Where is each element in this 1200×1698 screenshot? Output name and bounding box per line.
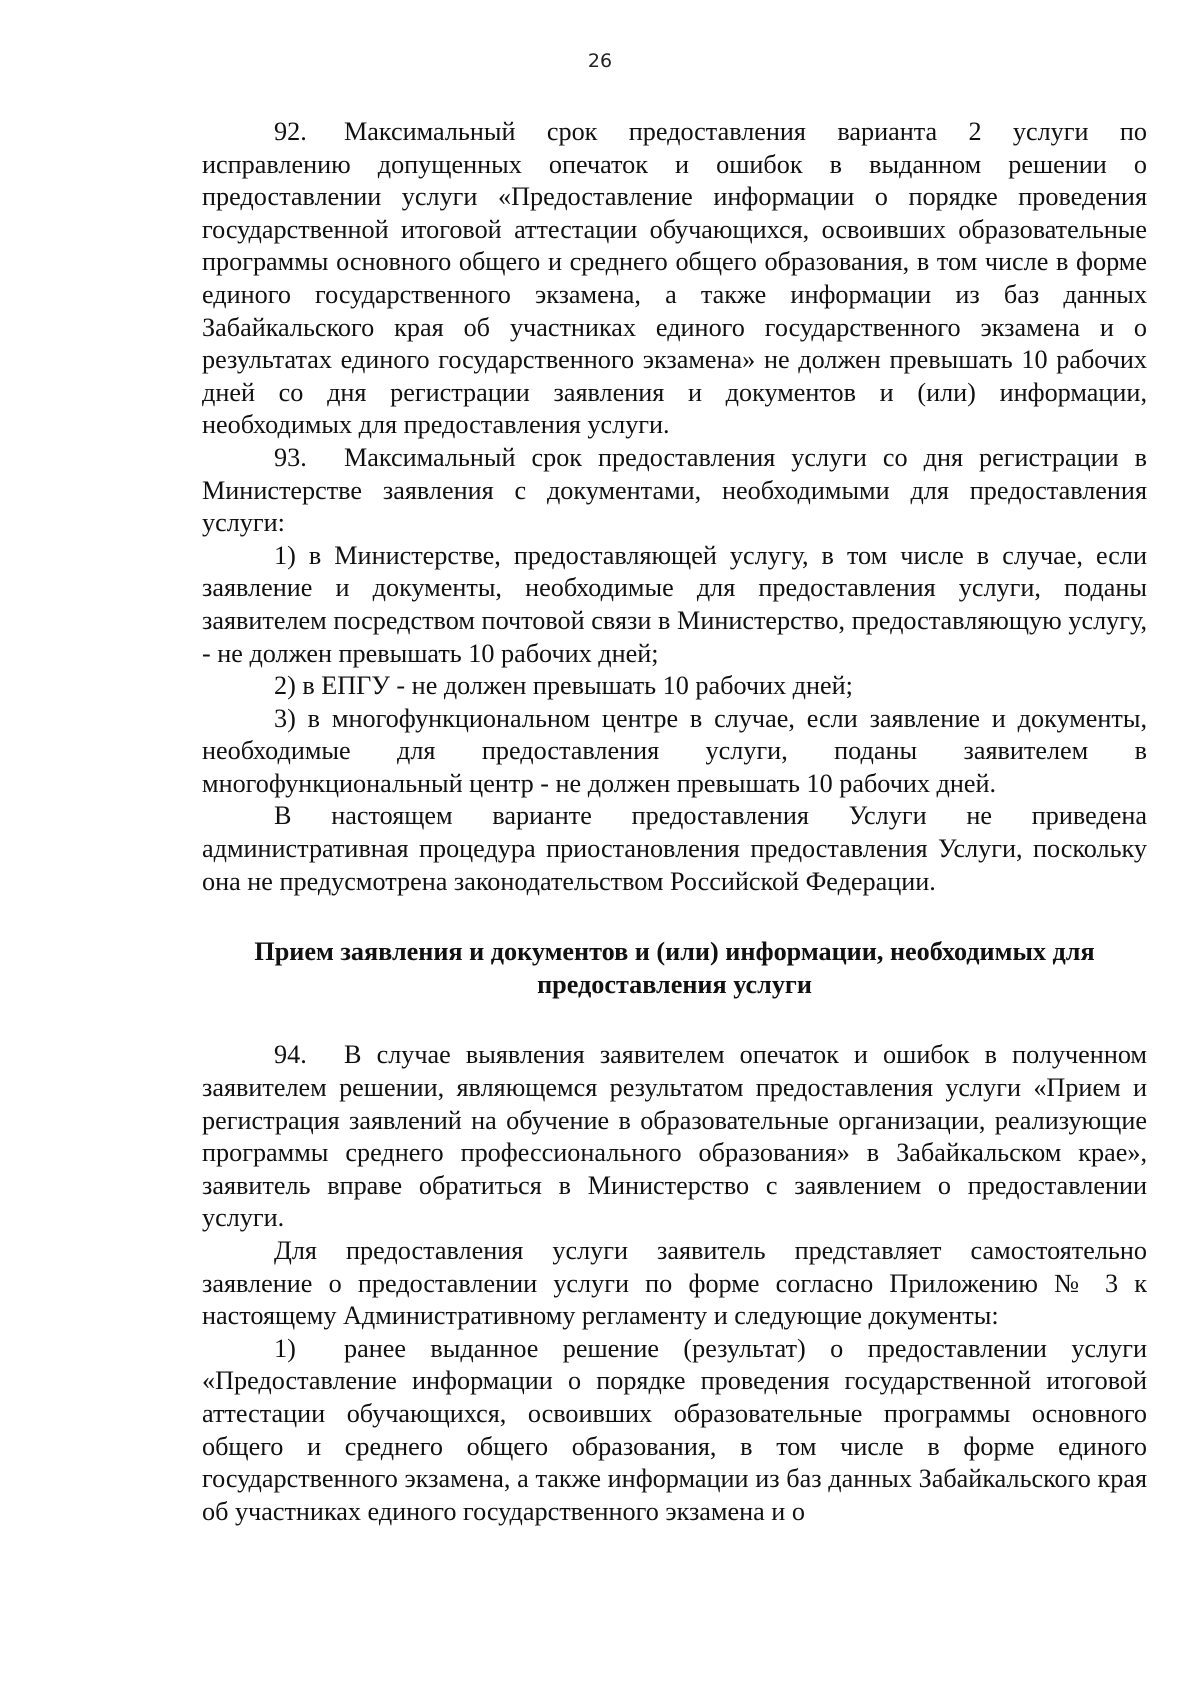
list-item-93-2: 2) в ЕПГУ - не должен превышать 10 рабочих дней;: [274, 671, 853, 701]
document-body: [202, 116, 1147, 1528]
paragraph-number: 93.: [274, 442, 307, 472]
list-item-93-3: 3) в многофункциональном центре в случае, если заявление и документы, необходимые для предоставления услуги, поданы заявителем в многофункциональный центр - не должен превышать 10 рабочих дней.: [202, 703, 1147, 798]
list-item-number: 1): [274, 1333, 296, 1363]
section-heading-line: Прием заявления и документов и (или) информации, необходимых для: [254, 937, 1095, 967]
list-item-94-1: [202, 1333, 1147, 1529]
paragraph-93: [202, 442, 1147, 540]
page-number: 26: [587, 50, 613, 72]
list-item-text: ранее выданное решение (результат) о предоставлении услуги «Предоставление информации о порядке проведения государственной итоговой аттестации обучающихся, освоивших образовательные программы основного общего и среднего общего образования, в том числе в форме единого государственного экзамена, а также информации из баз данных Забайкальского края об участниках единого государственного экзамена и о: [202, 1333, 1147, 1526]
paragraph-number: 92.: [274, 117, 307, 146]
list-item-93-1: 1) в Министерстве, предоставляющей услугу, в том числе в случае, если заявление и документы, необходимые для предоставления услуги, поданы заявителем посредством почтовой связи в Министерство, предоставляющую услугу, - не должен превышать 10 рабочих дней;: [202, 540, 1147, 668]
paragraph-92: [202, 116, 1147, 442]
paragraph-text: Максимальный срок предоставления услуги со дня регистрации в Министерстве заявления с документами, необходимыми для предоставления услуги:: [202, 442, 1147, 538]
section-heading-line: предоставления услуги: [537, 969, 812, 999]
paragraph-suspension: В настоящем варианте предоставления Услуги не приведена административная процедура приостановления предоставления Услуги, поскольку она не предусмотрена законодательством Российской Федерации.: [202, 801, 1147, 896]
paragraph-text: Максимальный срок предоставления варианта 2 услуги по исправлению допущенных опечаток и ошибок в выданном решении о предоставлении услуги «Предоставление информации о порядке проведения государственной итоговой аттестации обучающихся, освоивших образовательные программы основного общего и среднего общего образования, в том числе в форме единого государственного экзамена, а также информации из баз данных Забайкальского края об участниках единого государственного экзамена и о результатах единого государственного экзамена» не должен превышать 10 рабочих дней со дня регистрации заявления и документов и (или) информации, необходимых для предоставления услуги.: [202, 117, 1147, 440]
paragraph-text: В случае выявления заявителем опечаток и ошибок в полученном заявителем решении, являющемся результатом предоставления услуги «Прием и регистрация заявлений на обучение в образовательные организации, реализующие программы среднего профессионального образования» в Забайкальском крае», заявитель вправе обратиться в Министерство с заявлением о предоставлении услуги.: [202, 1040, 1147, 1233]
paragraph-documents: Для предоставления услуги заявитель представляет самостоятельно заявление о предоставлении услуги по форме согласно Приложению № 3 к настоящему Административному регламенту и следующие документы:: [202, 1236, 1147, 1331]
paragraph-94: [202, 1039, 1147, 1235]
paragraph-number: 94.: [274, 1040, 307, 1070]
section-heading: [202, 936, 1147, 1001]
